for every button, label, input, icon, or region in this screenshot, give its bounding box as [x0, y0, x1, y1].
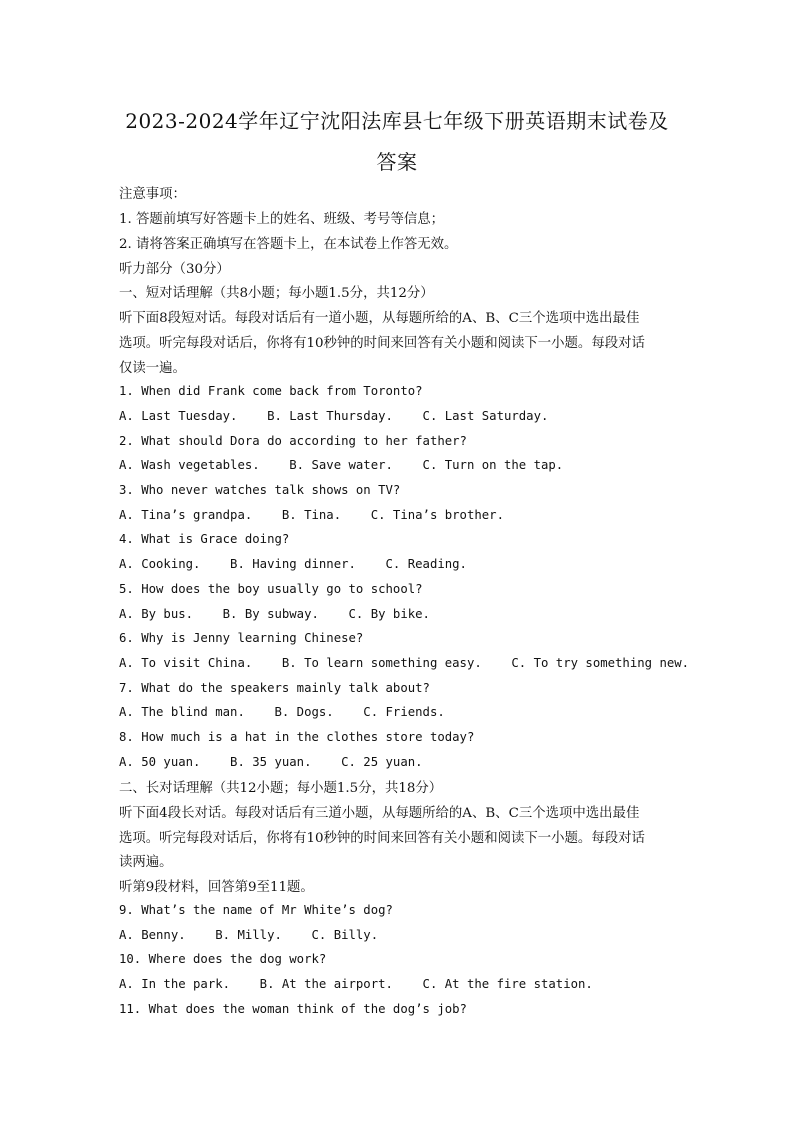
question-text: 5. How does the boy usually go to school?	[119, 582, 423, 596]
question-options: A. In the park. B. At the airport. C. At the fire station.	[119, 977, 593, 991]
section1-instructions: 仅读一遍。	[119, 361, 186, 376]
question-options: A. 50 yuan. B. 35 yuan. C. 25 yuan.	[119, 755, 423, 769]
question-text: 2. What should Dora do according to her father?	[119, 434, 467, 448]
page-title-continued: 答案	[376, 150, 418, 174]
section2-heading: 二、长对话理解（共12小题；每小题1.5分，共18分）	[119, 781, 443, 796]
question-text: 6. Why is Jenny learning Chinese?	[119, 631, 364, 645]
question-text: 8. How much is a hat in the clothes store today?	[119, 730, 475, 744]
page-title: 2023-2024学年辽宁沈阳法库县七年级下册英语期末试卷及	[125, 109, 669, 133]
question-text: 4. What is Grace doing?	[119, 532, 290, 546]
question-options: A. Wash vegetables. B. Save water. C. Turn on the tap.	[119, 458, 564, 472]
question-options: A. Tina’s grandpa. B. Tina. C. Tina’s brother.	[119, 508, 504, 522]
section1-heading: 一、短对话理解（共8小题；每小题1.5分，共12分）	[119, 286, 434, 301]
question-text: 10. Where does the dog work?	[119, 952, 327, 966]
question-options: A. By bus. B. By subway. C. By bike.	[119, 607, 430, 621]
question-text: 1. When did Frank come back from Toronto?	[119, 384, 423, 398]
question-text: 9. What’s the name of Mr White’s dog?	[119, 903, 393, 917]
question-options: A. The blind man. B. Dogs. C. Friends.	[119, 705, 445, 719]
question-options: A. Cooking. B. Having dinner. C. Reading.	[119, 557, 467, 571]
question-text: 11. What does the woman think of the dog’s job?	[119, 1002, 467, 1016]
question-text: 7. What do the speakers mainly talk about?	[119, 681, 430, 695]
note-item: 2. 请将答案正确填写在答题卡上，在本试卷上作答无效。	[119, 237, 458, 252]
notes-heading: 注意事项：	[119, 187, 186, 202]
question-text: 3. Who never watches talk shows on TV?	[119, 483, 401, 497]
material-note: 听第9段材料，回答第9至11题。	[119, 880, 314, 895]
section2-instructions: 听下面4段长对话。每段对话后有三道小题，从每题所给的A、B、C三个选项中选出最佳	[119, 806, 640, 821]
section1-instructions: 听下面8段短对话。每段对话后有一道小题，从每题所给的A、B、C三个选项中选出最佳	[119, 311, 640, 326]
section2-instructions: 选项。听完每段对话后，你将有10秒钟的时间来回答有关小题和阅读下一小题。每段对话	[119, 831, 645, 846]
note-item: 1. 答题前填写好答题卡上的姓名、班级、考号等信息；	[119, 212, 445, 227]
question-options: A. Benny. B. Milly. C. Billy.	[119, 928, 379, 942]
question-options: A. Last Tuesday. B. Last Thursday. C. Last Saturday.	[119, 409, 549, 423]
question-options: A. To visit China. B. To learn something easy. C. To try something new.	[119, 656, 690, 670]
section2-instructions: 读两遍。	[119, 855, 173, 870]
listening-heading: 听力部分（30分）	[119, 262, 230, 277]
section1-instructions: 选项。听完每段对话后，你将有10秒钟的时间来回答有关小题和阅读下一小题。每段对话	[119, 336, 645, 351]
